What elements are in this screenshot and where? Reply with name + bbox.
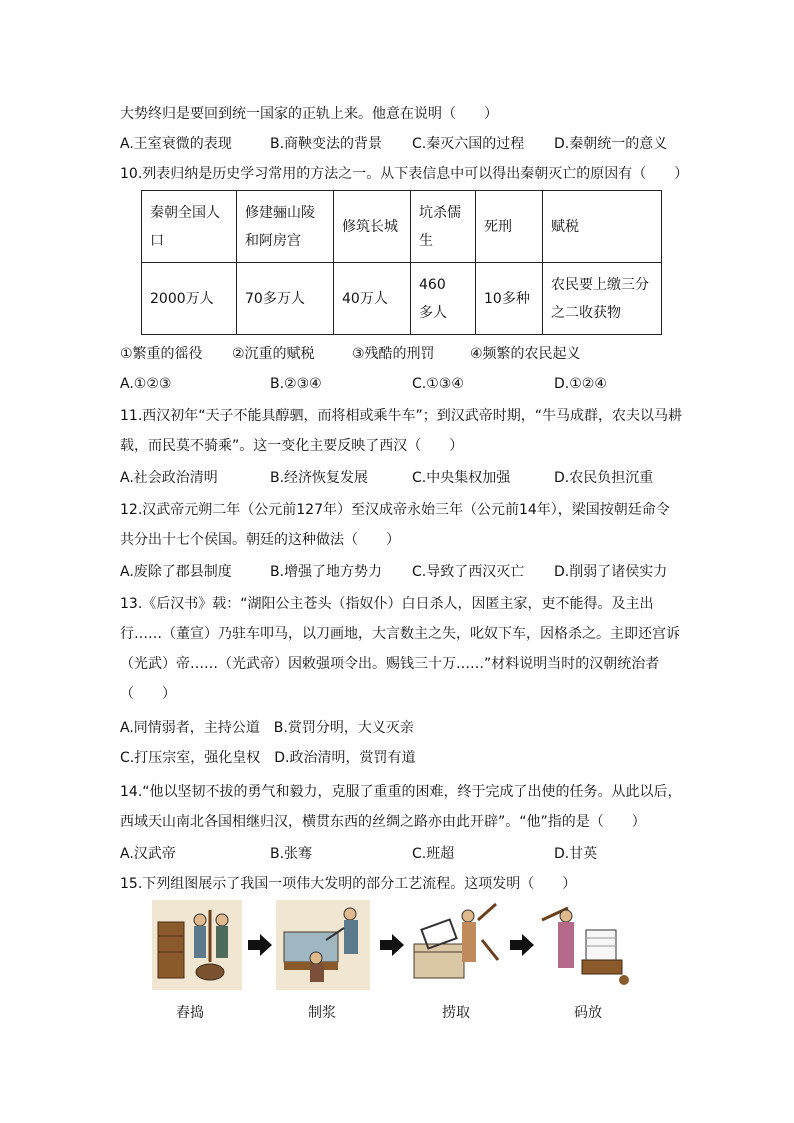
scooping-illustration bbox=[408, 900, 502, 990]
step-caption: 码放 bbox=[574, 1005, 602, 1021]
q14-option-c[interactable]: C.班超 bbox=[412, 846, 455, 862]
papermaking-process-figure bbox=[0, 900, 794, 1030]
q10-option-c[interactable]: C.①③④ bbox=[412, 376, 464, 392]
table-cell: 40万人 bbox=[334, 263, 411, 335]
arrow-right-icon bbox=[248, 934, 272, 956]
table-header-cell: 修筑长城 bbox=[334, 191, 411, 263]
table-header-cell: 修建骊山陵和阿房宫 bbox=[237, 191, 334, 263]
q13-option-line[interactable]: A.同情弱者，主持公道 B.赏罚分明，大义灭亲 bbox=[120, 720, 414, 736]
q12-option-d[interactable]: D.削弱了诸侯实力 bbox=[554, 564, 668, 580]
q14-stem-line: 14.“他以坚韧不拔的勇气和毅力，克服了重重的困难，终于完成了出使的任务。从此以后， bbox=[120, 784, 682, 800]
q10-item: ①繁重的徭役 bbox=[120, 346, 203, 362]
q10-item: ③残酷的刑罚 bbox=[352, 346, 435, 362]
table-cell: 10多种 bbox=[476, 263, 543, 335]
q9-option-b[interactable]: B.商鞅变法的背景 bbox=[270, 136, 383, 152]
q10-option-b[interactable]: B.②③④ bbox=[270, 376, 322, 392]
q10-option-a[interactable]: A.①②③ bbox=[120, 376, 172, 392]
table-header-cell: 死刑 bbox=[476, 191, 543, 263]
q11-option-d[interactable]: D.农民负担沉重 bbox=[554, 470, 654, 486]
step-caption: 制浆 bbox=[308, 1005, 336, 1021]
q12-option-b[interactable]: B.增强了地方势力 bbox=[270, 564, 383, 580]
q11-stem-line: 11.西汉初年“天子不能具醇驷，而将相或乘牛车”；到汉武帝时期，“牛马成群，农夫以马耕 bbox=[120, 408, 683, 424]
q12-option-a[interactable]: A.废除了郡县制度 bbox=[120, 564, 232, 580]
q13-stem-line: （光武）帝……（光武帝）因敕强项令出。赐钱三十万……”材料说明当时的汉朝统治者 bbox=[120, 656, 660, 672]
stacking-illustration bbox=[538, 900, 632, 990]
q13-stem-line: （ ） bbox=[120, 686, 176, 702]
q14-option-a[interactable]: A.汉武帝 bbox=[120, 846, 176, 862]
q11-stem-line: 载，而民莫不骑乘”。这一变化主要反映了西汉（ ） bbox=[120, 438, 464, 454]
table-row bbox=[142, 191, 662, 263]
q15-stem: 15.下列组图展示了我国一项伟大发明的部分工艺流程。这项发明（ ） bbox=[120, 876, 577, 892]
q9-option-a[interactable]: A.王室衰微的表现 bbox=[120, 136, 232, 152]
table-header-cell: 坑杀儒生 bbox=[411, 191, 476, 263]
q11-option-b[interactable]: B.经济恢复发展 bbox=[270, 470, 369, 486]
step-caption: 捞取 bbox=[442, 1005, 470, 1021]
q11-option-a[interactable]: A.社会政治清明 bbox=[120, 470, 218, 486]
table-cell: 70多万人 bbox=[237, 263, 334, 335]
q13-stem-line: 行……（董宣）乃驻车叩马，以刀画地，大言数主之失，叱奴下车，因格杀之。主即还宫诉 bbox=[120, 626, 680, 642]
q10-stem: 10.列表归纳是历史学习常用的方法之一。从下表信息中可以得出秦朝灭亡的原因有（ ） bbox=[120, 166, 689, 182]
table-cell: 460 多人 bbox=[411, 263, 476, 335]
q13-option-line[interactable]: C.打压宗室，强化皇权 D.政治清明，赏罚有道 bbox=[120, 750, 416, 766]
arrow-right-icon bbox=[510, 934, 534, 956]
table-header-cell: 赋税 bbox=[543, 191, 662, 263]
table-cell: 2000万人 bbox=[142, 263, 237, 335]
table-cell: 农民要上缴三分之二收获物 bbox=[543, 263, 662, 335]
q12-option-c[interactable]: C.导致了西汉灭亡 bbox=[412, 564, 525, 580]
q13-stem-line: 13.《后汉书》载：“湖阳公主苍头（指奴仆）白日杀人，因匿主家，吏不能得。及主出 bbox=[120, 596, 654, 612]
pulping-illustration bbox=[276, 900, 370, 990]
pounding-illustration bbox=[152, 900, 246, 990]
q10-option-d[interactable]: D.①②④ bbox=[554, 376, 607, 392]
q11-option-c[interactable]: C.中央集权加强 bbox=[412, 470, 511, 486]
q10-item: ②沉重的赋税 bbox=[232, 346, 315, 362]
q10-item: ④频繁的农民起义 bbox=[470, 346, 581, 362]
table-row bbox=[142, 263, 662, 335]
table-header-cell: 秦朝全国人口 bbox=[142, 191, 237, 263]
q14-option-b[interactable]: B.张骞 bbox=[270, 846, 313, 862]
q14-option-d[interactable]: D.甘英 bbox=[554, 846, 598, 862]
q9-option-d[interactable]: D.秦朝统一的意义 bbox=[554, 136, 668, 152]
q9-stem-tail: 大势终归是要回到统一国家的正轨上来。他意在说明（ ） bbox=[120, 106, 498, 122]
q12-stem-line: 12.汉武帝元朔二年（公元前127年）至汉成帝永始三年（公元前14年），梁国按朝廷命令 bbox=[120, 502, 670, 518]
q9-option-c[interactable]: C.秦灭六国的过程 bbox=[412, 136, 525, 152]
q12-stem-line: 共分出十七个侯国。朝廷的这种做法（ ） bbox=[120, 532, 400, 548]
q14-stem-line: 西域天山南北各国相继归汉，横贯东西的丝绸之路亦由此开辟”。“他”指的是（ ） bbox=[120, 814, 646, 830]
step-caption: 舂捣 bbox=[176, 1005, 204, 1021]
q10-table bbox=[141, 190, 662, 335]
arrow-right-icon bbox=[380, 934, 404, 956]
